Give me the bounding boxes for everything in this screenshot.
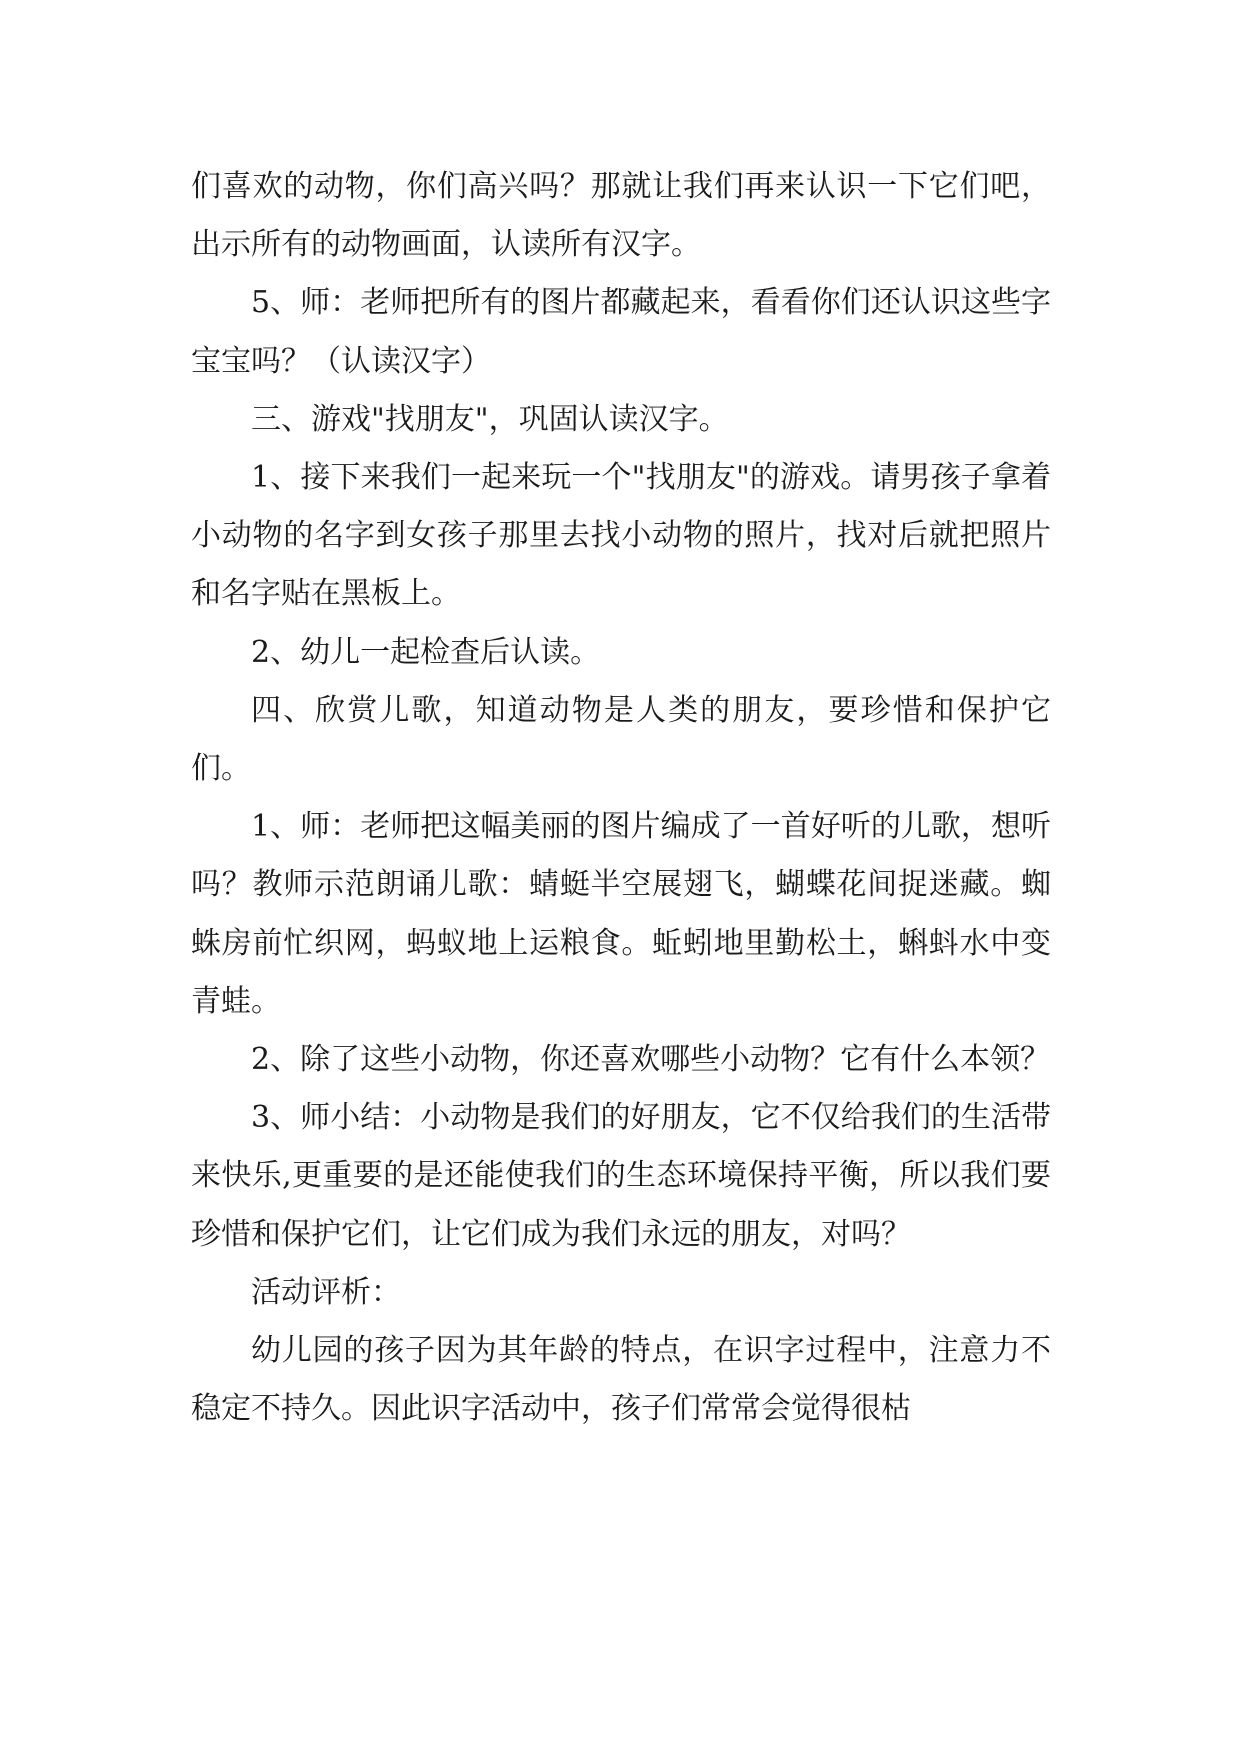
section-heading: 四、欣赏儿歌，知道动物是人类的朋友，要珍惜和保护它们。 [191, 692, 1051, 787]
section-heading: 三、游戏"找朋友"，巩固认读汉字。 [251, 401, 729, 437]
paragraph: 1、师：老师把这幅美丽的图片编成了一首好听的儿歌，想听吗？教师示范朗诵儿歌：蜻蜓半空展翅飞，蝴蝶花间捉迷藏。蜘蛛房前忙织网，蚂蚁地上运粮食。蚯蚓地里勤松土，蝌蚪水中变青蛙。 [191, 809, 1051, 1019]
paragraph: 2、除了这些小动物，你还喜欢哪些小动物？它有什么本领？ [251, 1042, 1051, 1078]
paragraph: 幼儿园的孩子因为其年龄的特点，在识字过程中，注意力不稳定不持久。因此识字活动中，孩子们常常会觉得很枯 [191, 1333, 1051, 1427]
paragraph: 们喜欢的动物，你们高兴吗？那就让我们再来认识一下它们吧，出示所有的动物画面，认读所有汉字。 [191, 169, 1051, 263]
paragraph: 1、接下来我们一起来玩一个"找朋友"的游戏。请男孩子拿着小动物的名字到女孩子那里去找小动物的照片，找对后就把照片和名字贴在黑板上。 [191, 460, 1051, 612]
paragraph: 5、师：老师把所有的图片都藏起来，看看你们还认识这些字宝宝吗？（认读汉字） [191, 285, 1051, 379]
section-heading: 活动评析： [251, 1274, 401, 1310]
paragraph: 2、幼儿一起检查后认读。 [251, 634, 601, 670]
document-page [191, 158, 1051, 1438]
paragraph: 3、师小结：小动物是我们的好朋友，它不仅给我们的生活带来快乐,更重要的是还能使我们的生态环境保持平衡，所以我们要珍惜和保护它们，让它们成为我们永远的朋友，对吗？ [191, 1100, 1051, 1252]
